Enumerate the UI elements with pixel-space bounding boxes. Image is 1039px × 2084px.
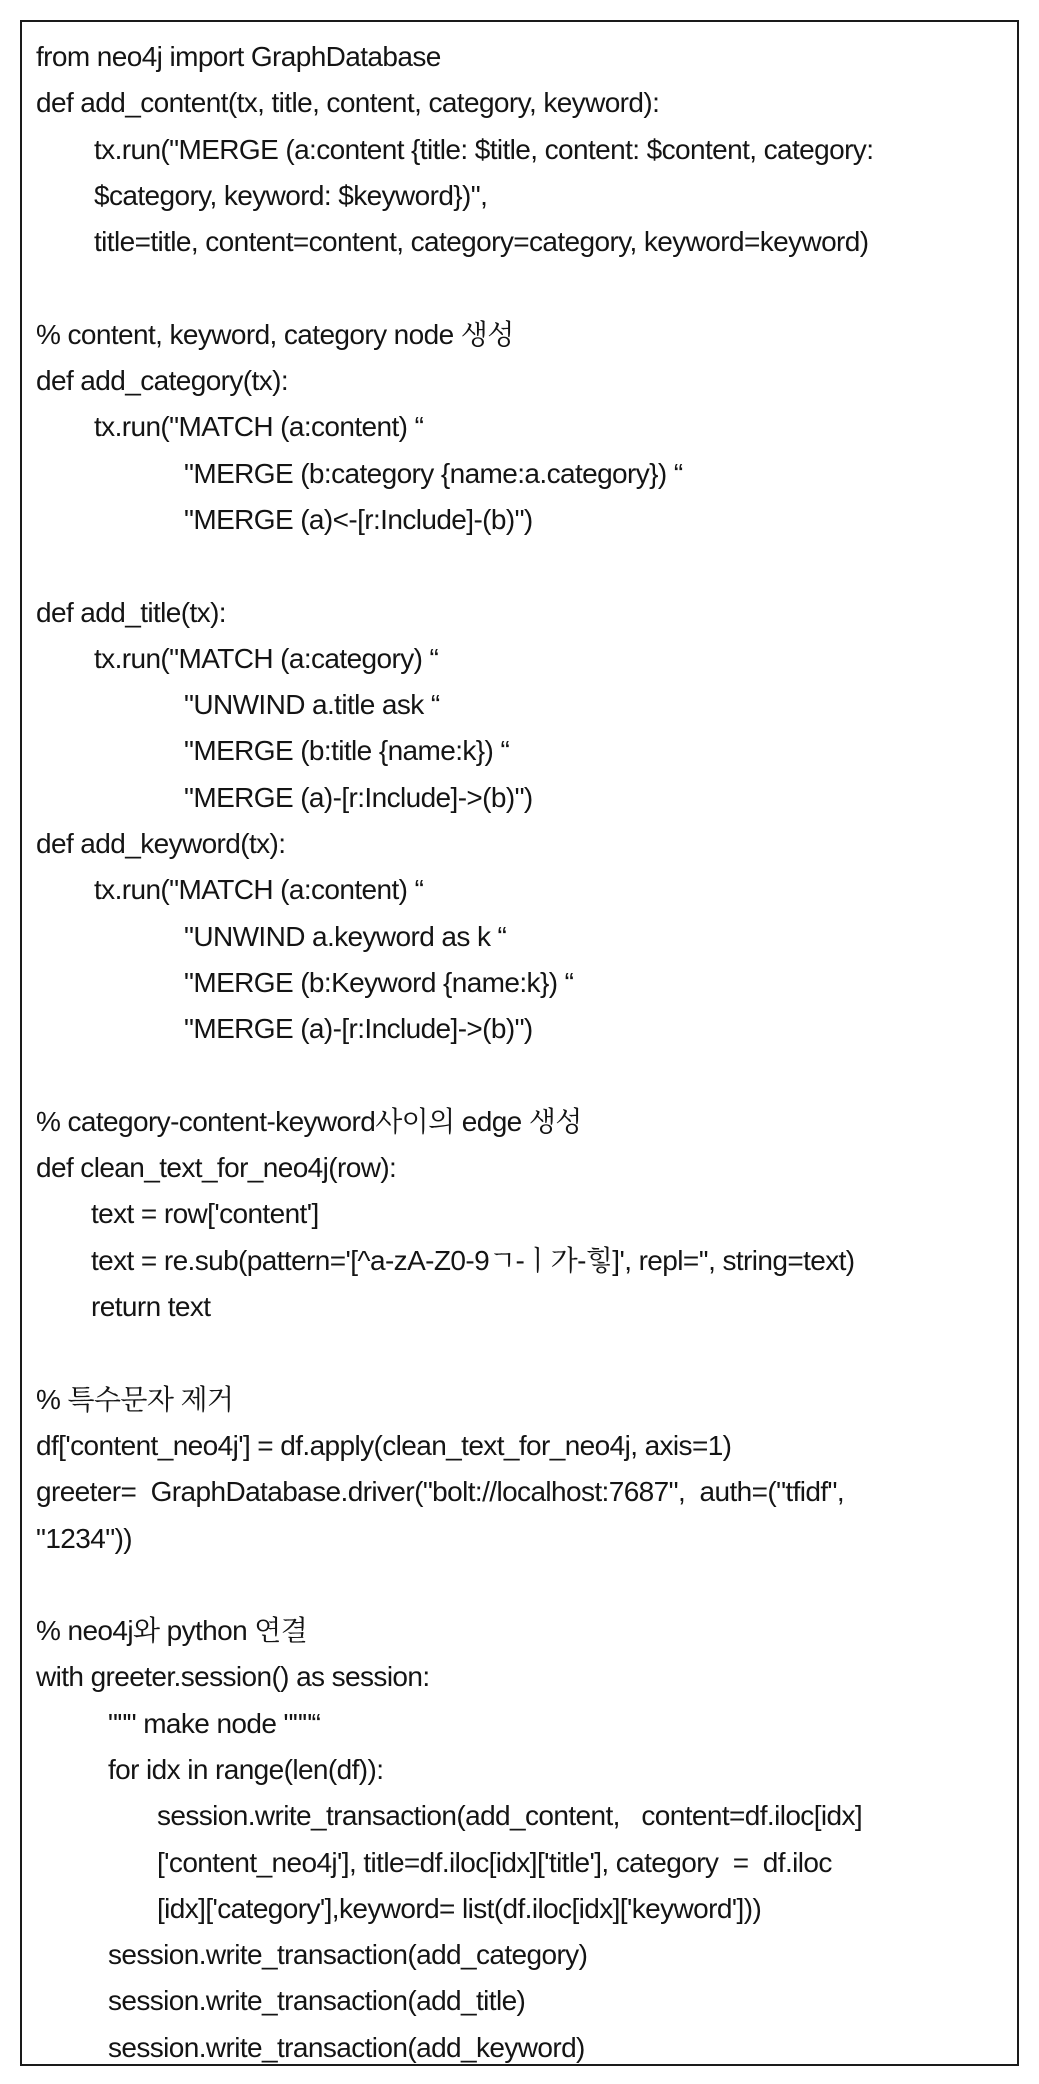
code-line: title=title, content=content, category=category, keyword=keyword) (94, 226, 869, 258)
code-line: session.write_transaction(add_keyword) (108, 2031, 585, 2063)
code-block (20, 20, 1019, 2066)
code-line: % 특수문자 제거 (36, 1383, 234, 1415)
code-line: text = row['content'] (91, 1198, 319, 1230)
code-line: """ make node """“ (108, 1707, 321, 1739)
code-line: df['content_neo4j'] = df.apply(clean_text_for_neo4j, axis=1) (36, 1429, 732, 1461)
code-line (36, 265, 1005, 311)
code-line: [idx]['category'],keyword= list(df.iloc[idx]['keyword'])) (157, 1892, 762, 1924)
code-line: with greeter.session() as session: (36, 1661, 430, 1693)
code-line: text = re.sub(pattern='[^a-zA-Z0-9ㄱ-ㅣ가-힣]', repl='', string=text) (91, 1244, 855, 1276)
code-line: for idx in range(len(df)): (108, 1753, 384, 1785)
code-line: def clean_text_for_neo4j(row): (36, 1152, 397, 1184)
code-line: tx.run("MERGE (a:content {title: $title, content: $content, category: (94, 133, 874, 165)
code-line: "MERGE (b:Keyword {name:k}) “ (184, 966, 574, 998)
code-line: ['content_neo4j'], title=df.iloc[idx]['title'], category = df.iloc (157, 1846, 832, 1878)
code-line: % content, keyword, category node 생성 (36, 318, 514, 350)
code-line: def add_keyword(tx): (36, 828, 286, 860)
code-line: tx.run("MATCH (a:content) “ (94, 874, 424, 906)
code-line: $category, keyword: $keyword})", (94, 179, 488, 211)
code-line: "MERGE (a)-[r:Include]->(b)") (184, 1013, 533, 1045)
code-line: def add_category(tx): (36, 365, 288, 397)
code-line (36, 1562, 1005, 1608)
code-line: % neo4j와 python 연결 (36, 1615, 308, 1647)
code-line: "MERGE (b:title {name:k}) “ (184, 735, 510, 767)
code-line: tx.run("MATCH (a:category) “ (94, 642, 439, 674)
code-line: % category-content-keyword사이의 edge 생성 (36, 1105, 582, 1137)
code-line (36, 1053, 1005, 1099)
code-line: session.write_transaction(add_title) (108, 1985, 526, 2017)
code-line: "UNWIND a.keyword as k “ (184, 920, 507, 952)
code-line: "MERGE (b:category {name:a.category}) “ (184, 457, 683, 489)
code-line (36, 543, 1005, 589)
code-line: from neo4j import GraphDatabase (36, 41, 441, 72)
code-line (36, 1330, 1005, 1376)
code-line: def add_title(tx): (36, 596, 226, 628)
code-line: session.write_transaction(add_content, content=df.iloc[idx] (157, 1800, 863, 1832)
code-line: tx.run("MATCH (a:content) “ (94, 411, 424, 443)
code-line: "UNWIND a.title ask “ (184, 689, 440, 721)
code-line: greeter= GraphDatabase.driver("bolt://localhost:7687", auth=("tfidf", (36, 1476, 845, 1508)
code-line: session.write_transaction(add_category) (108, 1939, 588, 1971)
code-line: def add_content(tx, title, content, category, keyword): (36, 87, 660, 119)
code-line: return text (91, 1291, 211, 1323)
code-line: "MERGE (a)<-[r:Include]-(b)") (184, 503, 533, 535)
code-line: "MERGE (a)-[r:Include]->(b)") (184, 781, 533, 813)
code-line: "1234")) (36, 1522, 133, 1554)
